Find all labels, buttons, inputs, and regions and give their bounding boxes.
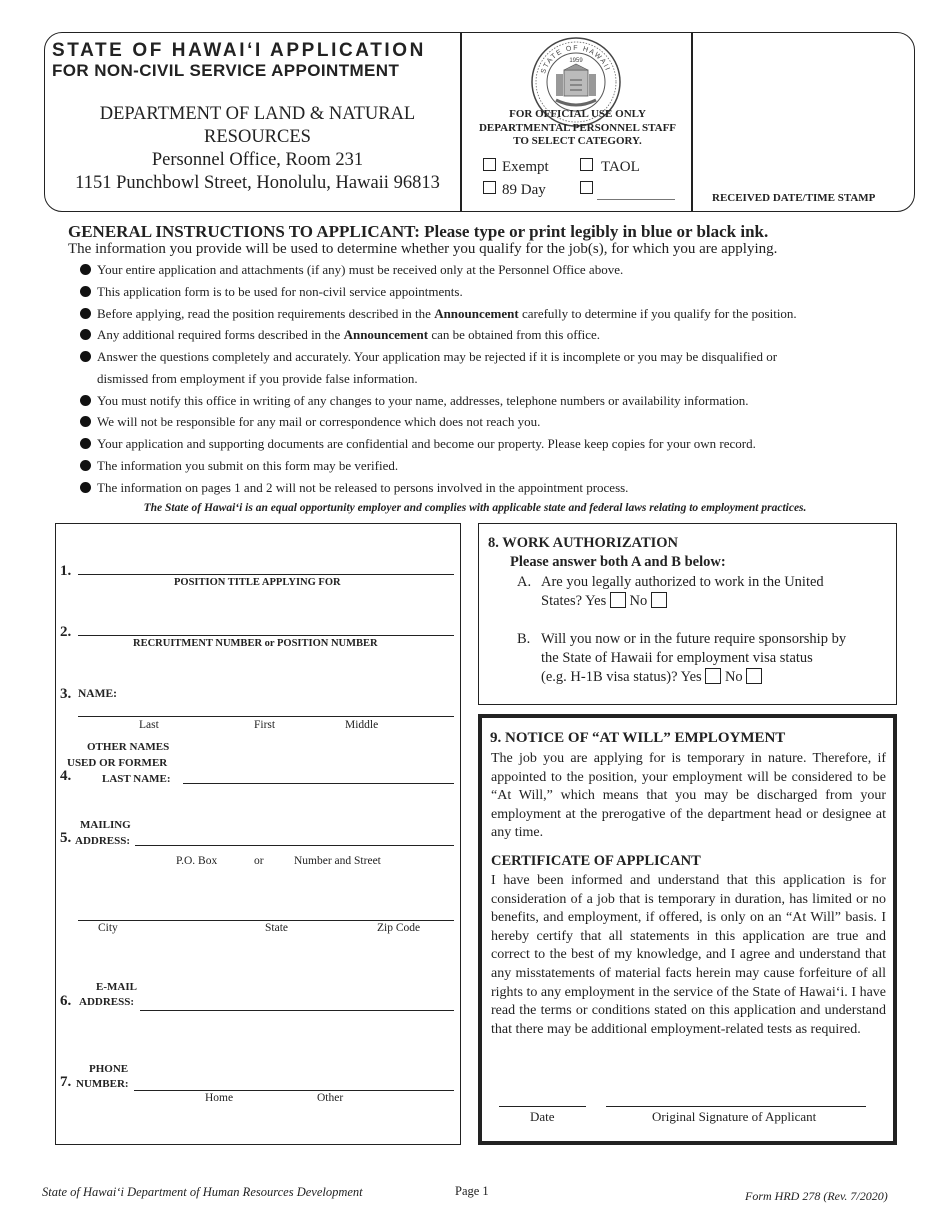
recruitment-number-label: RECRUITMENT NUMBER or POSITION NUMBER (133, 638, 378, 649)
email-label: ADDRESS: (79, 996, 135, 1008)
middle-name-caption: Middle (345, 719, 379, 731)
bullet-text: Your entire application and attachments (if any) must be received only at the Personnel Office above. (97, 262, 624, 277)
other-names-label: USED OR FORMER (67, 757, 168, 769)
bullet-text: We will not be responsible for any mail or correspondence which does not reach you. (97, 414, 541, 429)
state-caption: State (265, 922, 288, 934)
seal-year: 1959 (569, 58, 583, 64)
field-number: 2. (60, 624, 72, 640)
street-caption: Number and Street (294, 855, 381, 867)
other-names-field[interactable] (183, 783, 454, 784)
list-item (80, 262, 623, 278)
date-caption: Date (530, 1109, 555, 1124)
sponsorship-no-checkbox[interactable] (746, 668, 762, 684)
bullet-bold: Announcement (434, 306, 519, 321)
bullet-icon (80, 460, 91, 471)
dept-line: RESOURCES (204, 127, 311, 147)
bullet-text: You must notify this office in writing of any changes to your name, addresses, telephone numbers or availability information. (97, 393, 749, 408)
bullet-text: Before applying, read the position requirements described in the (97, 306, 435, 321)
exempt-checkbox[interactable] (483, 158, 496, 171)
first-name-caption: First (254, 719, 276, 731)
field-number: 6. (60, 993, 72, 1009)
other-names-label: LAST NAME: (102, 773, 171, 785)
form-title: STATE OF HAWAI‘I APPLICATION (52, 40, 426, 61)
phone-field[interactable] (134, 1090, 454, 1091)
mailing-address-label: MAILING (80, 819, 131, 831)
question-b-text: (e.g. H-1B visa status)? Yes (541, 669, 702, 685)
list-item (80, 327, 600, 343)
bullet-icon (80, 264, 91, 275)
department-address (70, 103, 445, 195)
category-other (580, 181, 593, 199)
category-taol (580, 158, 640, 176)
or-caption: or (254, 855, 264, 867)
question-b-text: the State of Hawaii for employment visa status (541, 650, 813, 666)
list-item (80, 306, 797, 322)
bullet-text: carefully to determine if you qualify for the position. (518, 306, 797, 321)
question-b-text: Will you now or in the future require sponsorship by (541, 631, 847, 647)
question-a-text: Are you legally authorized to work in the United (541, 574, 824, 590)
question-a-answer (541, 592, 667, 612)
work-auth-yes-checkbox[interactable] (610, 592, 626, 608)
footer-agency: State of Hawai‘i Department of Human Resources Development (42, 1185, 363, 1199)
received-stamp-label: RECEIVED DATE/TIME STAMP (712, 192, 876, 204)
phone-label: NUMBER: (76, 1078, 129, 1090)
bullet-bold: Announcement (343, 327, 429, 342)
other-category-line[interactable] (597, 199, 675, 200)
home-phone-caption: Home (205, 1092, 234, 1104)
instructions-title: GENERAL INSTRUCTIONS TO APPLICANT: Please type or print legibly in blue or black ink. (68, 222, 769, 241)
field-number: 3. (60, 686, 72, 702)
bullet-text: This application form is to be used for non-civil service appointments. (97, 284, 463, 299)
signature-caption: Original Signature of Applicant (652, 1109, 817, 1124)
list-item (80, 349, 777, 365)
header-divider (691, 32, 693, 212)
po-box-caption: P.O. Box (176, 855, 218, 867)
official-line: FOR OFFICIAL USE ONLY (509, 108, 646, 120)
eeo-statement: The State of Hawai‘i is an equal opportunity employer and complies with applicable state and federal laws relating to employment practices. (143, 502, 807, 514)
work-auth-no-checkbox[interactable] (651, 592, 667, 608)
at-will-title: 9. NOTICE OF “AT WILL” EMPLOYMENT (490, 730, 786, 746)
date-field[interactable] (499, 1106, 586, 1107)
work-authorization-subtitle: Please answer both A and B below: (510, 554, 726, 570)
bullet-icon (80, 329, 91, 340)
bullet-text: can be obtained from this office. (428, 327, 601, 342)
question-a-text: States? Yes (541, 593, 607, 609)
list-item (80, 458, 398, 474)
dept-line: 1151 Punchbowl Street, Honolulu, Hawaii 96813 (75, 173, 440, 193)
bullet-icon (80, 308, 91, 319)
form-number: Form HRD 278 (Rev. 7/2020) (745, 1189, 888, 1203)
seal-text: STATE OF HAWAII (540, 44, 612, 75)
applicant-info-box (55, 523, 461, 1145)
position-title-label: POSITION TITLE APPLYING FOR (174, 577, 341, 588)
mailing-address-label: ADDRESS: (75, 835, 131, 847)
bullet-text: Answer the questions completely and accurately. Your application may be rejected if it is incomplete or you may be disqualified or (97, 349, 778, 364)
list-item-continued: dismissed from employment if you provide false information. (97, 371, 418, 386)
instructions-subtitle: The information you provide will be used to determine whether you qualify for the job(s), for which you are applying. (68, 241, 778, 257)
page-number: Page 1 (455, 1184, 489, 1198)
sponsorship-yes-checkbox[interactable] (705, 668, 721, 684)
dept-line: DEPARTMENT OF LAND & NATURAL (99, 104, 416, 124)
other-names-label: OTHER NAMES (87, 741, 170, 753)
at-will-body: The job you are applying for is temporary in nature. Therefore, if appointed to the position, your employment will be considered to be “At Will,” which means that you may be discharged from your employment at the prerogative of the department head or designee at any time. (491, 751, 886, 841)
name-label: NAME: (78, 688, 117, 700)
bullet-text: Any additional required forms described in the (97, 327, 344, 342)
89day-checkbox[interactable] (483, 181, 496, 194)
taol-checkbox[interactable] (580, 158, 593, 171)
no-label: No (724, 669, 743, 685)
list-item (80, 393, 749, 409)
position-title-field[interactable] (78, 574, 454, 575)
other-category-checkbox[interactable] (580, 181, 593, 194)
taol-label: TAOL (601, 159, 640, 175)
list-item (80, 284, 463, 300)
form-subtitle: FOR NON-CIVIL SERVICE APPOINTMENT (52, 61, 400, 80)
bullet-icon (80, 438, 91, 449)
header-divider (460, 32, 462, 212)
bullet-text: The information on pages 1 and 2 will not be released to persons involved in the appointment process. (97, 480, 629, 495)
category-89day (483, 181, 546, 199)
field-number: 7. (60, 1074, 72, 1090)
city-caption: City (98, 922, 118, 934)
bullet-text: The information you submit on this form may be verified. (97, 458, 399, 473)
work-authorization-title: 8. WORK AUTHORIZATION (488, 535, 679, 551)
list-item (80, 480, 628, 496)
official-line: DEPARTMENTAL PERSONNEL STAFF (478, 121, 677, 134)
official-line: TO SELECT CATEGORY. (513, 135, 642, 147)
official-use-note (470, 108, 685, 149)
bullet-text: Your application and supporting documents are confidential and become our property. Please keep copies for your own record. (97, 436, 756, 451)
field-number: 4. (60, 768, 72, 784)
recruitment-number-field[interactable] (78, 635, 454, 636)
question-b-answer (541, 668, 762, 688)
city-state-zip-field[interactable] (78, 920, 454, 921)
question-b-letter: B. (517, 631, 531, 647)
bullet-icon (80, 351, 91, 362)
email-label: E-MAIL (96, 981, 137, 993)
question-a-letter: A. (517, 574, 532, 590)
name-field[interactable] (78, 716, 454, 717)
phone-label: PHONE (89, 1063, 129, 1075)
category-exempt (483, 158, 549, 176)
exempt-label: Exempt (502, 159, 549, 175)
last-name-caption: Last (139, 719, 159, 731)
89day-label: 89 Day (502, 182, 546, 198)
street-address-field[interactable] (135, 845, 454, 846)
bullet-icon (80, 482, 91, 493)
other-phone-caption: Other (317, 1092, 344, 1104)
field-number: 1. (60, 563, 72, 579)
field-number: 5. (60, 830, 72, 846)
zip-caption: Zip Code (377, 922, 421, 934)
no-label: No (629, 593, 648, 609)
dept-line: Personnel Office, Room 231 (151, 150, 364, 170)
bullet-icon (80, 395, 91, 406)
list-item (80, 414, 540, 430)
certificate-title: CERTIFICATE OF APPLICANT (491, 853, 701, 869)
bullet-icon (80, 416, 91, 427)
email-field[interactable] (140, 1010, 454, 1011)
bullet-icon (80, 286, 91, 297)
signature-field[interactable] (606, 1106, 866, 1107)
list-item (80, 436, 756, 452)
certificate-body: I have been informed and understand that this application is for consideration of a job that is temporary in duration, has limited or no benefits, and employment, if offered, is only on an “At Will” basis. I hereby certify that all statements in this application are true and correct to the best of my knowledge, and I agree and understand that any misstatements of material facts herein may cause forfeiture of all rights to any employment in the service of the State of Hawai‘i. I have read the terms or conditions stated on this application and understand that there may be additional employment-related tests as required. (491, 873, 886, 1037)
